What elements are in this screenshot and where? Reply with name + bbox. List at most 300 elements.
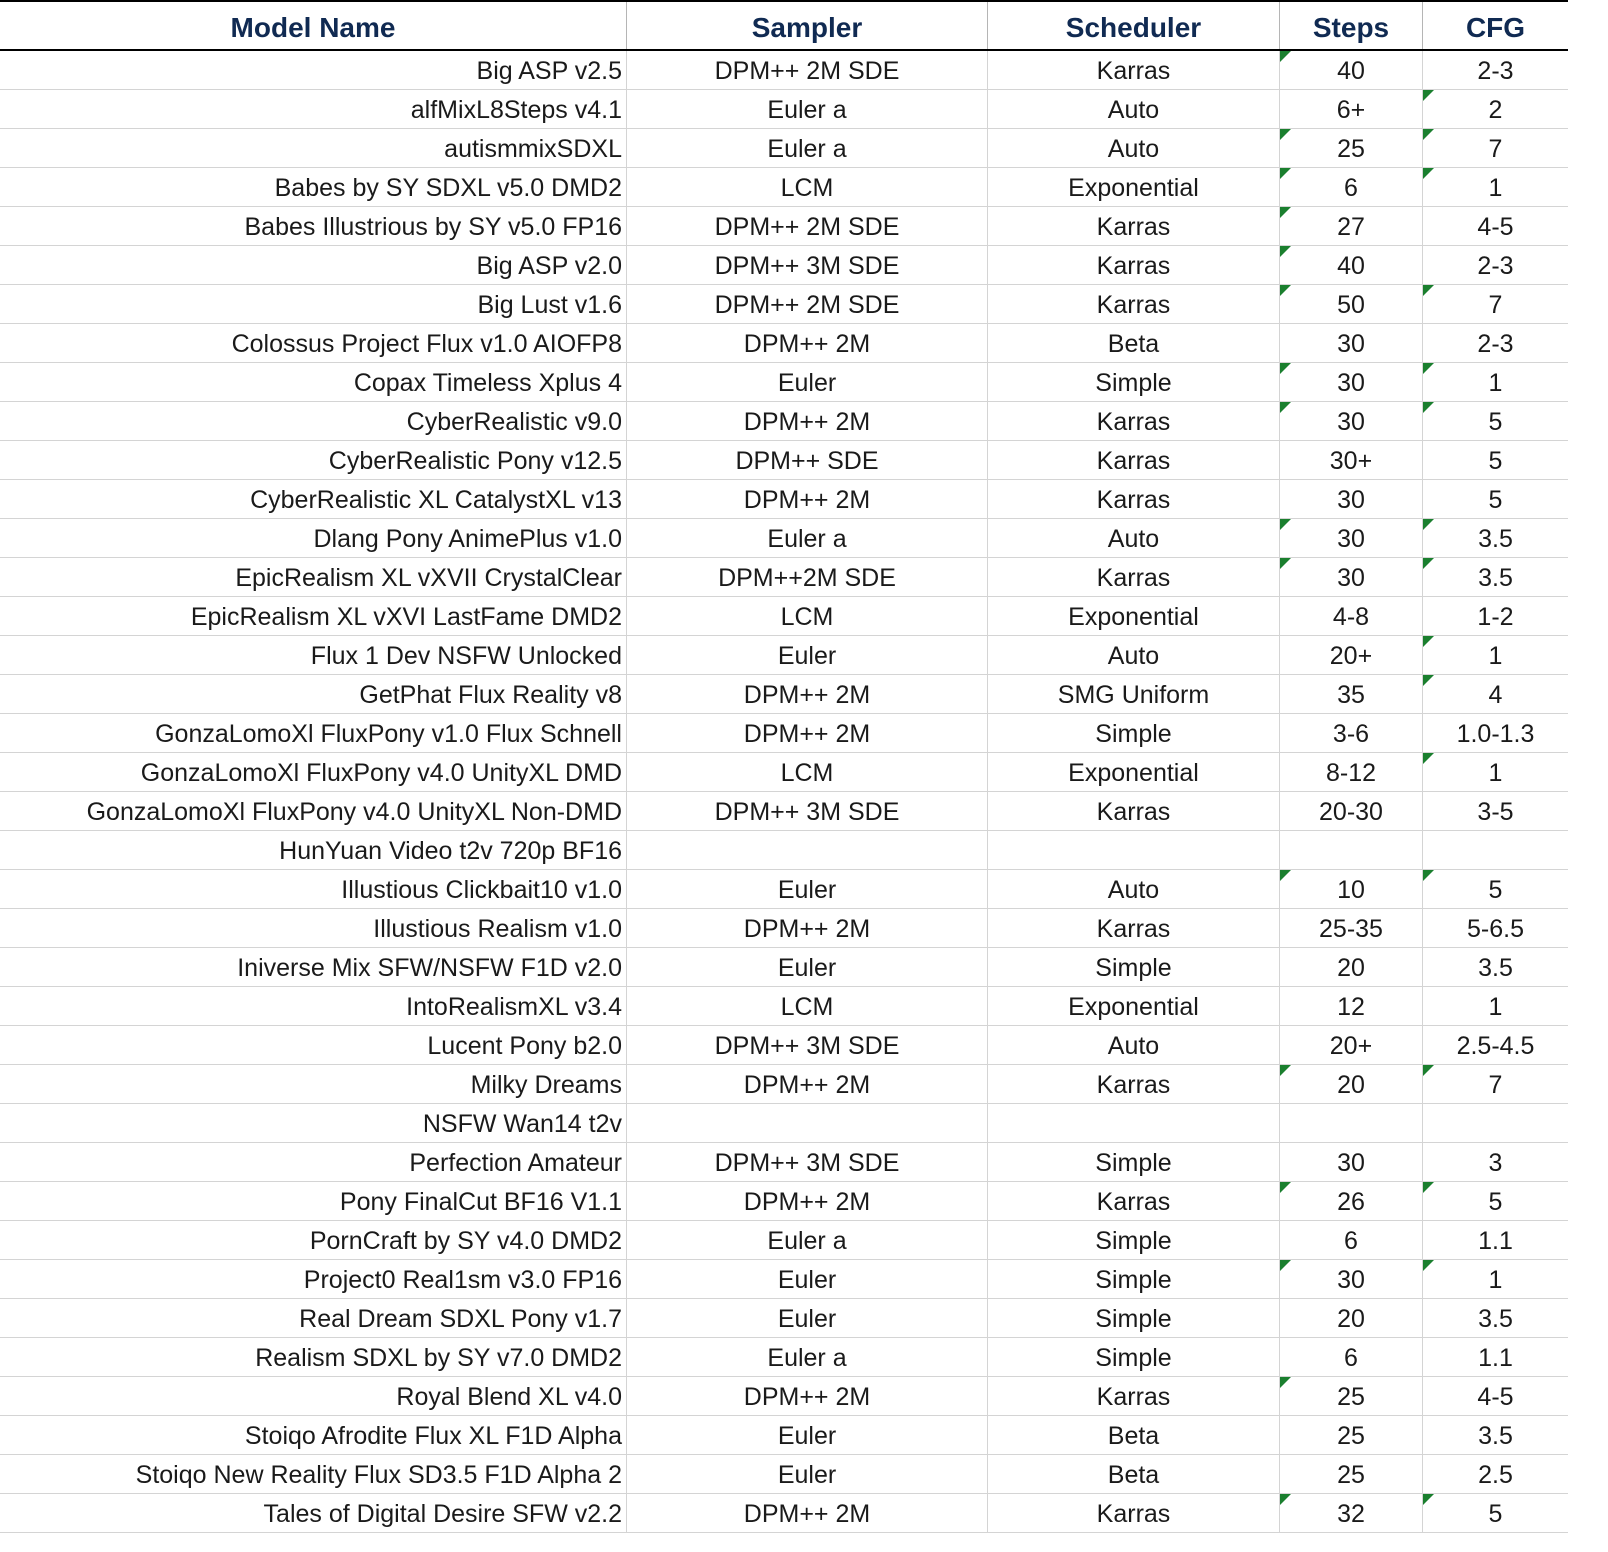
cell-sampler[interactable] [627,753,988,791]
cell-steps[interactable] [1280,675,1423,713]
cell-cfg[interactable] [1423,246,1568,284]
cell-steps[interactable] [1280,480,1423,518]
cell-cfg[interactable] [1423,1104,1568,1142]
cell-steps-text: 10 [1337,876,1365,904]
cell-model-name[interactable] [0,90,627,128]
cell-steps-text: 50 [1337,291,1365,319]
cell-scheduler[interactable] [988,168,1280,206]
cell-cfg-text: 1 [1488,993,1503,1021]
cell-model-name[interactable] [0,1299,627,1337]
cell-sampler[interactable] [627,1221,988,1259]
cell-sampler[interactable] [627,792,988,830]
cell-sampler[interactable] [627,1104,988,1142]
number-stored-as-text-indicator-icon [1280,51,1291,62]
cell-cfg[interactable] [1423,51,1568,89]
cell-cfg[interactable] [1423,753,1568,791]
cell-steps-text: 20-30 [1319,798,1383,826]
cell-steps[interactable] [1280,1143,1423,1181]
cell-sampler-text: DPM++ 3M SDE [714,1032,900,1060]
cell-cfg[interactable] [1423,987,1568,1025]
cell-sampler[interactable] [627,1494,988,1532]
cell-sampler[interactable] [627,90,988,128]
cell-cfg-text: 5 [1488,1188,1503,1216]
cell-cfg[interactable] [1423,519,1568,557]
cell-cfg[interactable] [1423,1299,1568,1337]
cell-scheduler[interactable] [988,948,1280,986]
cell-steps-text: 30 [1337,1266,1365,1294]
cell-model-name-text: Lucent Pony b2.0 [427,1032,622,1060]
cell-cfg[interactable] [1423,870,1568,908]
cell-steps[interactable] [1280,1104,1423,1142]
cell-cfg[interactable] [1423,1182,1568,1220]
cell-model-name[interactable] [0,441,627,479]
cell-steps[interactable] [1280,753,1423,791]
cell-scheduler-text: Auto [1107,135,1160,163]
cell-model-name-text: CyberRealistic Pony v12.5 [328,447,622,475]
cell-scheduler-text: Exponential [1068,174,1199,202]
cell-sampler-text: Euler a [767,96,847,124]
cell-scheduler[interactable] [988,1494,1280,1532]
cell-sampler[interactable] [627,675,988,713]
cell-scheduler[interactable] [988,831,1280,869]
cell-scheduler[interactable] [988,363,1280,401]
cell-sampler-text: DPM++ 2M [743,408,871,436]
cell-model-name[interactable] [0,870,627,908]
cell-model-name[interactable] [0,324,627,362]
cell-model-name-text: Pony FinalCut BF16 V1.1 [339,1188,622,1216]
cell-sampler[interactable] [627,1416,988,1454]
cell-sampler[interactable] [627,1377,988,1415]
table-row [0,1299,1568,1338]
cell-sampler[interactable] [627,402,988,440]
cell-cfg-text: 5 [1488,447,1503,475]
cell-sampler[interactable] [627,870,988,908]
cell-sampler[interactable] [627,1338,988,1376]
table-row [0,714,1568,753]
cell-model-name[interactable] [0,948,627,986]
cell-sampler[interactable] [627,168,988,206]
cell-steps[interactable] [1280,285,1423,323]
cell-scheduler[interactable] [988,246,1280,284]
cell-model-name-text: Colossus Project Flux v1.0 AIOFP8 [231,330,622,358]
number-stored-as-text-indicator-icon [1423,285,1434,296]
cell-steps[interactable] [1280,987,1423,1025]
cell-steps[interactable] [1280,1377,1423,1415]
cell-scheduler-text: Auto [1107,1032,1160,1060]
cell-steps[interactable] [1280,1182,1423,1220]
table-row [0,870,1568,909]
cell-cfg[interactable] [1423,792,1568,830]
cell-model-name[interactable] [0,1338,627,1376]
cell-model-name[interactable] [0,519,627,557]
cell-cfg-text: 1 [1488,174,1503,202]
cell-scheduler[interactable] [988,1026,1280,1064]
table-row [0,90,1568,129]
table-row [0,636,1568,675]
cell-cfg-text: 1.1 [1478,1227,1513,1255]
cell-cfg[interactable] [1423,207,1568,245]
cell-sampler[interactable] [627,246,988,284]
cell-sampler-text: DPM++ 2M [743,486,871,514]
cell-sampler[interactable] [627,441,988,479]
cell-steps[interactable] [1280,1416,1423,1454]
number-stored-as-text-indicator-icon [1423,402,1434,413]
cell-model-name[interactable] [0,753,627,791]
cell-sampler[interactable] [627,363,988,401]
cell-steps[interactable] [1280,792,1423,830]
cell-model-name[interactable] [0,792,627,830]
cell-scheduler[interactable] [988,90,1280,128]
number-stored-as-text-indicator-icon [1280,246,1291,257]
cell-scheduler[interactable] [988,987,1280,1025]
cell-scheduler[interactable] [988,636,1280,674]
cell-cfg[interactable] [1423,480,1568,518]
cell-model-name[interactable] [0,51,627,89]
cell-cfg[interactable] [1423,90,1568,128]
table-row [0,909,1568,948]
cell-cfg-text: 4 [1488,681,1503,709]
cell-sampler[interactable] [627,1182,988,1220]
cell-sampler[interactable] [627,714,988,752]
cell-sampler[interactable] [627,1260,988,1298]
cell-steps[interactable] [1280,714,1423,752]
table-row [0,558,1568,597]
cell-steps-text: 6 [1344,174,1358,202]
cell-model-name[interactable] [0,909,627,947]
cell-cfg-text: 5 [1488,408,1503,436]
cell-scheduler-text: Auto [1107,642,1160,670]
cell-scheduler[interactable] [988,1104,1280,1142]
number-stored-as-text-indicator-icon [1423,675,1434,686]
cell-model-name[interactable] [0,402,627,440]
number-stored-as-text-indicator-icon [1280,402,1291,413]
cell-model-name[interactable] [0,1143,627,1181]
cell-cfg-text: 3 [1488,1149,1503,1177]
cell-scheduler-text: Auto [1107,525,1160,553]
cell-model-name-text: Big ASP v2.5 [476,57,622,85]
cell-cfg[interactable] [1423,597,1568,635]
cell-sampler-text: DPM++ 2M [743,1188,871,1216]
cell-steps[interactable] [1280,207,1423,245]
cell-scheduler[interactable] [988,1338,1280,1376]
cell-cfg[interactable] [1423,636,1568,674]
cell-cfg[interactable] [1423,1143,1568,1181]
cell-sampler[interactable] [627,324,988,362]
cell-scheduler[interactable] [988,1377,1280,1415]
cell-steps[interactable] [1280,324,1423,362]
cell-model-name[interactable] [0,1065,627,1103]
cell-model-name[interactable] [0,1104,627,1142]
cell-scheduler-text: Karras [1096,798,1171,826]
cell-scheduler-text: Beta [1107,330,1160,358]
cell-scheduler[interactable] [988,1416,1280,1454]
cell-model-name-text: Illustious Realism v1.0 [373,915,622,943]
cell-sampler[interactable] [627,987,988,1025]
cell-cfg[interactable] [1423,1260,1568,1298]
cell-model-name[interactable] [0,1494,627,1532]
cell-sampler[interactable] [627,1143,988,1181]
table-row [0,129,1568,168]
cell-cfg[interactable] [1423,909,1568,947]
cell-scheduler[interactable] [988,714,1280,752]
cell-steps[interactable] [1280,1494,1423,1532]
cell-sampler-text: Euler [777,1305,837,1333]
cell-steps[interactable] [1280,1260,1423,1298]
cell-scheduler[interactable] [988,1455,1280,1493]
cell-scheduler[interactable] [988,1065,1280,1103]
cell-model-name-text: autismmixSDXL [444,135,622,163]
cell-cfg[interactable] [1423,1455,1568,1493]
cell-model-name[interactable] [0,1260,627,1298]
cell-steps[interactable] [1280,558,1423,596]
cell-steps[interactable] [1280,597,1423,635]
table-row [0,948,1568,987]
cell-model-name-text: Dlang Pony AnimePlus v1.0 [313,525,622,553]
cell-scheduler[interactable] [988,519,1280,557]
cell-scheduler[interactable] [988,129,1280,167]
cell-cfg[interactable] [1423,714,1568,752]
cell-scheduler-text: Karras [1096,915,1171,943]
cell-steps[interactable] [1280,1221,1423,1259]
cell-scheduler[interactable] [988,51,1280,89]
cell-cfg-text: 1.0-1.3 [1456,720,1535,748]
cell-cfg[interactable] [1423,1338,1568,1376]
cell-sampler-text: Euler [777,1422,837,1450]
cell-model-name-text: Perfection Amateur [409,1149,622,1177]
cell-steps-text: 30 [1337,369,1365,397]
cell-cfg[interactable] [1423,1221,1568,1259]
cell-model-name[interactable] [0,207,627,245]
cell-scheduler[interactable] [988,870,1280,908]
cell-cfg[interactable] [1423,363,1568,401]
cell-scheduler[interactable] [988,753,1280,791]
cell-sampler-text: Euler [777,369,837,397]
cell-steps[interactable] [1280,1065,1423,1103]
table-row [0,1455,1568,1494]
cell-steps-text: 30+ [1329,447,1373,475]
cell-steps[interactable] [1280,636,1423,674]
cell-model-name[interactable] [0,1377,627,1415]
cell-steps[interactable] [1280,909,1423,947]
cell-sampler[interactable] [627,636,988,674]
cell-sampler[interactable] [627,1455,988,1493]
cell-model-name[interactable] [0,831,627,869]
cell-sampler[interactable] [627,480,988,518]
cell-scheduler[interactable] [988,324,1280,362]
cell-scheduler[interactable] [988,480,1280,518]
cell-cfg[interactable] [1423,675,1568,713]
cell-steps-text: 25 [1337,1383,1365,1411]
cell-sampler[interactable] [627,1026,988,1064]
cell-scheduler[interactable] [988,1221,1280,1259]
column-header-cfg[interactable]: CFG [1465,11,1526,43]
table-row [0,51,1568,90]
cell-scheduler[interactable] [988,441,1280,479]
cell-sampler[interactable] [627,909,988,947]
column-header-scheduler[interactable]: Scheduler [988,2,1280,49]
cell-cfg[interactable] [1423,168,1568,206]
cell-steps[interactable] [1280,402,1423,440]
cell-sampler-text: DPM++ 2M [743,681,871,709]
cell-model-name-text: GonzaLomoXl FluxPony v4.0 UnityXL DMD [140,759,622,787]
cell-sampler-text: DPM++ 2M SDE [714,291,900,319]
cell-steps[interactable] [1280,1299,1423,1337]
cell-sampler-text: LCM [780,174,834,202]
cell-model-name[interactable] [0,675,627,713]
cell-model-name-text: GonzaLomoXl FluxPony v1.0 Flux Schnell [155,720,622,748]
cell-scheduler[interactable] [988,285,1280,323]
cell-sampler[interactable] [627,207,988,245]
cell-model-name-text: Copax Timeless Xplus 4 [353,369,622,397]
cell-cfg[interactable] [1423,129,1568,167]
cell-sampler-text: Euler [777,1461,837,1489]
cell-sampler[interactable] [627,519,988,557]
cell-model-name[interactable] [0,129,627,167]
cell-cfg-text: 1 [1488,1266,1503,1294]
cell-scheduler[interactable] [988,792,1280,830]
cell-steps[interactable] [1280,51,1423,89]
cell-model-name[interactable] [0,1221,627,1259]
cell-cfg[interactable] [1423,402,1568,440]
cell-cfg-text: 5 [1488,1500,1503,1528]
cell-cfg[interactable] [1423,948,1568,986]
cell-scheduler-text: Beta [1107,1422,1160,1450]
cell-cfg-text: 4-5 [1477,1383,1514,1411]
cell-cfg[interactable] [1423,285,1568,323]
cell-model-name[interactable] [0,480,627,518]
cell-scheduler[interactable] [988,1143,1280,1181]
cell-sampler-text: DPM++ 2M [743,1500,871,1528]
table-row [0,1104,1568,1143]
cell-scheduler[interactable] [988,597,1280,635]
table-row [0,753,1568,792]
cell-model-name[interactable] [0,1455,627,1493]
table-row [0,1065,1568,1104]
cell-steps[interactable] [1280,948,1423,986]
cell-steps[interactable] [1280,831,1423,869]
cell-cfg[interactable] [1423,558,1568,596]
column-header-steps[interactable]: Steps [1280,2,1423,49]
cell-steps[interactable] [1280,519,1423,557]
cell-steps[interactable] [1280,363,1423,401]
cell-sampler[interactable] [627,597,988,635]
cell-steps[interactable] [1280,1026,1423,1064]
cell-sampler[interactable] [627,285,988,323]
cell-sampler[interactable] [627,51,988,89]
cell-cfg[interactable] [1423,831,1568,869]
cell-scheduler[interactable] [988,675,1280,713]
cell-sampler[interactable] [627,948,988,986]
number-stored-as-text-indicator-icon [1423,636,1434,647]
cell-cfg-text: 3.5 [1478,525,1513,553]
table-row [0,1221,1568,1260]
cell-model-name[interactable] [0,246,627,284]
cell-sampler-text: LCM [780,759,834,787]
cell-steps-text: 32 [1337,1500,1365,1528]
column-header-sampler[interactable]: Sampler [627,2,988,49]
cell-sampler-text: Euler a [767,135,847,163]
cell-steps[interactable] [1280,1455,1423,1493]
cell-scheduler[interactable] [988,1182,1280,1220]
cell-model-name[interactable] [0,987,627,1025]
cell-scheduler[interactable] [988,909,1280,947]
cell-steps[interactable] [1280,1338,1423,1376]
cell-steps[interactable] [1280,129,1423,167]
cell-steps[interactable] [1280,870,1423,908]
cell-scheduler[interactable] [988,1260,1280,1298]
cell-model-name-text: Royal Blend XL v4.0 [396,1383,622,1411]
cell-scheduler-text: Simple [1095,369,1172,397]
cell-sampler[interactable] [627,129,988,167]
cell-scheduler-text: Simple [1095,1266,1172,1294]
cell-cfg[interactable] [1423,1416,1568,1454]
number-stored-as-text-indicator-icon [1423,1260,1434,1271]
cell-scheduler[interactable] [988,1299,1280,1337]
cell-model-name[interactable] [0,285,627,323]
cell-cfg[interactable] [1423,324,1568,362]
cell-sampler[interactable] [627,1065,988,1103]
cell-model-name[interactable] [0,636,627,674]
cell-sampler-text: DPM++ 2M [743,1071,871,1099]
cell-model-name[interactable] [0,1416,627,1454]
number-stored-as-text-indicator-icon [1423,753,1434,764]
cell-model-name[interactable] [0,363,627,401]
cell-steps[interactable] [1280,168,1423,206]
table-body [0,51,1568,1533]
cell-steps[interactable] [1280,246,1423,284]
cell-scheduler-text: Simple [1095,1227,1172,1255]
cell-cfg[interactable] [1423,1494,1568,1532]
table-row [0,1377,1568,1416]
cell-model-name[interactable] [0,168,627,206]
number-stored-as-text-indicator-icon [1423,1494,1434,1505]
cell-steps-text: 25 [1337,1461,1365,1489]
cell-model-name[interactable] [0,558,627,596]
cell-steps-text: 40 [1337,252,1365,280]
cell-cfg-text: 5-6.5 [1467,915,1524,943]
cell-model-name[interactable] [0,597,627,635]
cell-cfg-text: 3-5 [1477,798,1514,826]
number-stored-as-text-indicator-icon [1280,1065,1291,1076]
cell-model-name[interactable] [0,714,627,752]
number-stored-as-text-indicator-icon [1423,519,1434,530]
cell-cfg[interactable] [1423,1377,1568,1415]
cell-sampler-text: DPM++ 3M SDE [714,252,900,280]
table-row [0,597,1568,636]
cell-model-name[interactable] [0,1026,627,1064]
cell-steps-text: 30 [1337,564,1365,592]
cell-steps[interactable] [1280,90,1423,128]
cell-scheduler[interactable] [988,207,1280,245]
column-header-model-name[interactable]: Model Name [0,2,627,49]
cell-scheduler[interactable] [988,558,1280,596]
cell-cfg[interactable] [1423,1026,1568,1064]
cell-sampler[interactable] [627,558,988,596]
cell-scheduler-text: Simple [1095,1305,1172,1333]
cell-scheduler-text: Exponential [1068,993,1199,1021]
cell-steps-text: 40 [1337,57,1365,85]
cell-cfg[interactable] [1423,441,1568,479]
cell-steps-text: 30 [1337,525,1365,553]
cell-sampler[interactable] [627,831,988,869]
cell-model-name[interactable] [0,1182,627,1220]
cell-scheduler-text: Simple [1095,954,1172,982]
cell-sampler[interactable] [627,1299,988,1337]
cell-steps[interactable] [1280,441,1423,479]
cell-steps-text: 26 [1337,1188,1365,1216]
cell-scheduler[interactable] [988,402,1280,440]
cell-cfg[interactable] [1423,1065,1568,1103]
